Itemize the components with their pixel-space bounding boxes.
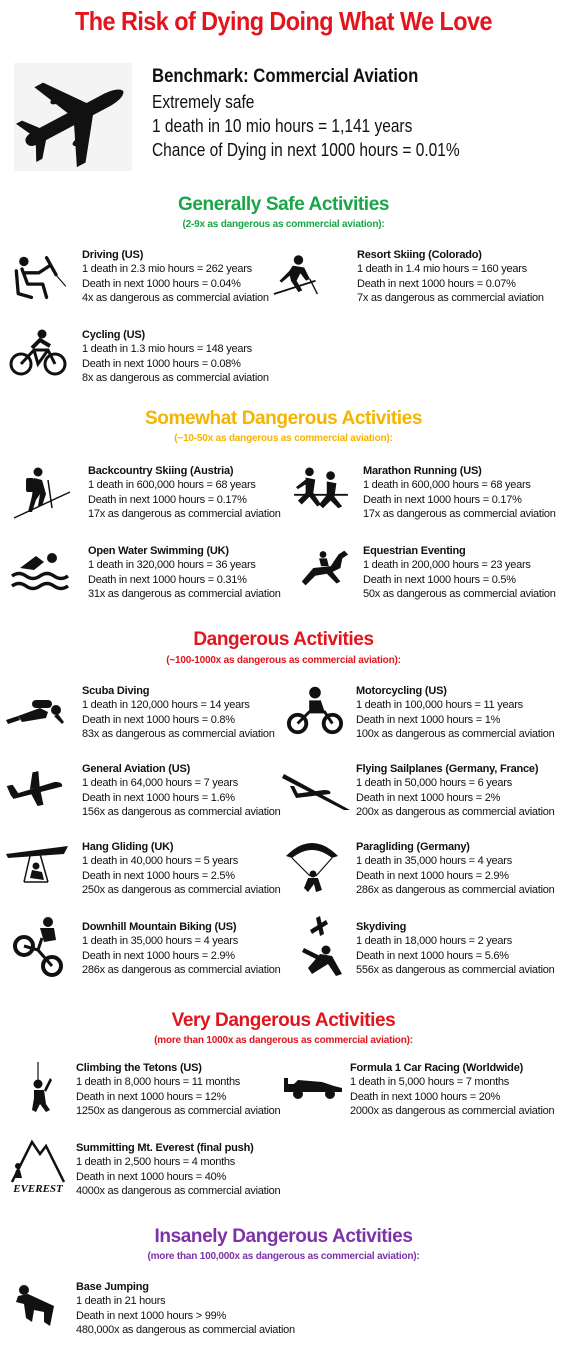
activity-multiplier: 286x as dangerous as commercial aviation	[356, 884, 555, 896]
glider-icon	[280, 768, 352, 814]
activity-name: Motorcycling (US)	[356, 685, 447, 697]
section-title-dangerous: Dangerous Activities	[193, 629, 374, 650]
activity-death-rate: 1 death in 40,000 hours = 5 years	[82, 855, 238, 867]
activity-multiplier: 200x as dangerous as commercial aviation	[356, 806, 555, 818]
activity-death-rate: 1 death in 1.3 mio hours = 148 years	[82, 343, 252, 355]
benchmark-line: Chance of Dying in next 1000 hours = 0.01%	[152, 140, 460, 160]
section-subtitle-dangerous: (~100-1000x as dangerous as commercial aviation):	[166, 655, 401, 666]
everest-label: EVEREST	[13, 1183, 63, 1194]
skiing-icon	[272, 252, 324, 302]
activity-death-rate: 1 death in 600,000 hours = 68 years	[363, 479, 531, 491]
activity-name: Scuba Diving	[82, 685, 150, 697]
benchmark-text	[152, 64, 552, 162]
activity-death-chance: Death in next 1000 hours = 0.07%	[357, 277, 516, 290]
activity-death-rate: 1 death in 200,000 hours = 23 years	[363, 559, 531, 571]
activity-death-chance: Death in next 1000 hours = 0.17%	[363, 493, 522, 506]
activity-death-chance: Death in next 1000 hours = 0.8%	[82, 713, 235, 726]
scuba-icon	[4, 694, 66, 728]
activity-multiplier: 250x as dangerous as commercial aviation	[82, 884, 281, 896]
activity-flying-sailplanes	[356, 762, 567, 820]
activity-death-rate: 1 death in 2,500 hours = 4 months	[76, 1156, 236, 1168]
activity-death-chance: Death in next 1000 hours = 0.17%	[88, 493, 247, 506]
activity-multiplier: 7x as dangerous as commercial aviation	[357, 292, 544, 304]
section-subtitle-safe: (2-9x as dangerous as commercial aviation):	[182, 219, 385, 230]
airplane-icon	[14, 62, 132, 172]
activity-multiplier: 31x as dangerous as commercial aviation	[88, 588, 281, 600]
activity-death-chance: Death in next 1000 hours = 0.31%	[88, 573, 247, 586]
activity-base-jumping	[76, 1280, 346, 1338]
activity-paragliding	[356, 840, 567, 898]
activity-multiplier: 50x as dangerous as commercial aviation	[363, 588, 556, 600]
benchmark-title: Benchmark: Commercial Aviation	[152, 66, 419, 87]
activity-name: Summitting Mt. Everest (final push)	[76, 1142, 254, 1154]
horse-jump-icon	[294, 542, 352, 594]
activity-multiplier: 286x as dangerous as commercial aviation	[82, 964, 281, 976]
activity-multiplier: 1250x as dangerous as commercial aviation	[76, 1105, 281, 1117]
activity-death-rate: 1 death in 100,000 hours = 11 years	[356, 699, 523, 711]
activity-death-chance: Death in next 1000 hours = 2.5%	[82, 869, 235, 882]
activity-name: Driving (US)	[82, 249, 144, 261]
activity-equestrian-eventing	[363, 544, 567, 602]
mountain-bike-icon	[12, 916, 70, 978]
activity-death-chance: Death in next 1000 hours > 99%	[76, 1309, 226, 1322]
activity-name: Downhill Mountain Biking (US)	[82, 921, 237, 933]
activity-death-chance: Death in next 1000 hours = 2%	[356, 791, 501, 804]
activity-name: Cycling (US)	[82, 329, 145, 341]
activity-marathon-running	[363, 464, 567, 522]
activity-death-rate: 1 death in 600,000 hours = 68 years	[88, 479, 256, 491]
activity-name: Marathon Running (US)	[363, 465, 482, 477]
activity-death-chance: Death in next 1000 hours = 5.6%	[356, 949, 509, 962]
section-subtitle-insanely-dangerous: (more than 100,000x as dangerous as commercial aviation):	[147, 1251, 420, 1262]
everest-icon	[8, 1136, 68, 1194]
activity-multiplier: 83x as dangerous as commercial aviation	[82, 728, 275, 740]
backcountry-skiing-icon	[12, 466, 72, 524]
activity-name: Skydiving	[356, 921, 407, 933]
activity-summitting-everest	[76, 1141, 346, 1199]
base-jumping-icon	[14, 1282, 64, 1332]
page-title: The Risk of Dying Doing What We Love	[75, 6, 492, 36]
section-title-very-dangerous: Very Dangerous Activities	[171, 1010, 396, 1031]
driving-icon	[10, 252, 68, 304]
activity-death-rate: 1 death in 18,000 hours = 2 years	[356, 935, 512, 947]
running-icon	[292, 466, 350, 516]
activity-multiplier: 4000x as dangerous as commercial aviation	[76, 1185, 281, 1197]
activity-death-chance: Death in next 1000 hours = 0.5%	[363, 573, 516, 586]
paraglider-icon	[282, 836, 342, 896]
activity-death-chance: Death in next 1000 hours = 1%	[356, 713, 501, 726]
section-title-insanely-dangerous: Insanely Dangerous Activities	[154, 1226, 413, 1247]
activity-death-chance: Death in next 1000 hours = 2.9%	[356, 869, 509, 882]
activity-name: Open Water Swimming (UK)	[88, 545, 229, 557]
activity-death-chance: Death in next 1000 hours = 2.9%	[82, 949, 235, 962]
cycling-icon	[8, 326, 68, 378]
motorcycle-icon	[286, 684, 344, 736]
activity-multiplier: 8x as dangerous as commercial aviation	[82, 372, 269, 384]
activity-death-chance: Death in next 1000 hours = 20%	[350, 1090, 500, 1103]
activity-name: Base Jumping	[76, 1281, 149, 1293]
activity-formula-1-racing	[350, 1061, 567, 1119]
activity-resort-skiing	[357, 248, 567, 306]
activity-death-chance: Death in next 1000 hours = 12%	[76, 1090, 226, 1103]
small-plane-icon	[6, 768, 66, 810]
section-subtitle-somewhat: (~10-50x as dangerous as commercial aviation):	[174, 433, 393, 444]
activity-death-rate: 1 death in 120,000 hours = 14 years	[82, 699, 250, 711]
activity-death-rate: 1 death in 21 hours	[76, 1295, 166, 1307]
activity-death-rate: 1 death in 320,000 hours = 36 years	[88, 559, 256, 571]
activity-name: Resort Skiing (Colorado)	[357, 249, 482, 261]
section-subtitle-very-dangerous: (more than 1000x as dangerous as commercial aviation):	[154, 1035, 413, 1046]
activity-death-rate: 1 death in 1.4 mio hours = 160 years	[357, 263, 527, 275]
activity-multiplier: 2000x as dangerous as commercial aviation	[350, 1105, 555, 1117]
activity-name: Flying Sailplanes (Germany, France)	[356, 763, 539, 775]
activity-name: General Aviation (US)	[82, 763, 191, 775]
skydiving-icon	[290, 914, 346, 978]
race-car-icon	[284, 1074, 344, 1100]
activity-name: Backcountry Skiing (Austria)	[88, 465, 234, 477]
benchmark-line: Extremely safe	[152, 92, 255, 112]
activity-death-rate: 1 death in 2.3 mio hours = 262 years	[82, 263, 252, 275]
activity-skydiving	[356, 920, 567, 978]
activity-multiplier: 556x as dangerous as commercial aviation	[356, 964, 555, 976]
activity-death-chance: Death in next 1000 hours = 0.08%	[82, 357, 241, 370]
activity-name: Hang Gliding (UK)	[82, 841, 174, 853]
swimming-icon	[10, 546, 70, 592]
activity-motorcycling	[356, 684, 567, 742]
activity-multiplier: 100x as dangerous as commercial aviation	[356, 728, 555, 740]
activity-death-rate: 1 death in 35,000 hours = 4 years	[82, 935, 238, 947]
activity-death-rate: 1 death in 64,000 hours = 7 years	[82, 777, 238, 789]
activity-death-rate: 1 death in 8,000 hours = 11 months	[76, 1076, 241, 1088]
activity-name: Formula 1 Car Racing (Worldwide)	[350, 1062, 524, 1074]
climbing-icon	[16, 1062, 60, 1112]
activity-name: Paragliding (Germany)	[356, 841, 470, 853]
benchmark-line: 1 death in 10 mio hours = 1,141 years	[152, 116, 413, 136]
hang-glider-icon	[4, 842, 70, 892]
section-title-safe: Generally Safe Activities	[177, 194, 390, 215]
activity-multiplier: 17x as dangerous as commercial aviation	[88, 508, 281, 520]
activity-death-rate: 1 death in 35,000 hours = 4 years	[356, 855, 512, 867]
activity-multiplier: 17x as dangerous as commercial aviation	[363, 508, 556, 520]
section-title-somewhat: Somewhat Dangerous Activities	[145, 408, 422, 429]
activity-death-chance: Death in next 1000 hours = 1.6%	[82, 791, 235, 804]
activity-death-chance: Death in next 1000 hours = 40%	[76, 1170, 226, 1183]
activity-multiplier: 156x as dangerous as commercial aviation	[82, 806, 281, 818]
activity-death-rate: 1 death in 5,000 hours = 7 months	[350, 1076, 510, 1088]
activity-multiplier: 4x as dangerous as commercial aviation	[82, 292, 269, 304]
activity-name: Equestrian Eventing	[363, 545, 466, 557]
activity-multiplier: 480,000x as dangerous as commercial aviation	[76, 1324, 295, 1336]
activity-death-rate: 1 death in 50,000 hours = 6 years	[356, 777, 512, 789]
activity-name: Climbing the Tetons (US)	[76, 1062, 202, 1074]
activity-cycling	[82, 328, 352, 386]
activity-death-chance: Death in next 1000 hours = 0.04%	[82, 277, 241, 290]
